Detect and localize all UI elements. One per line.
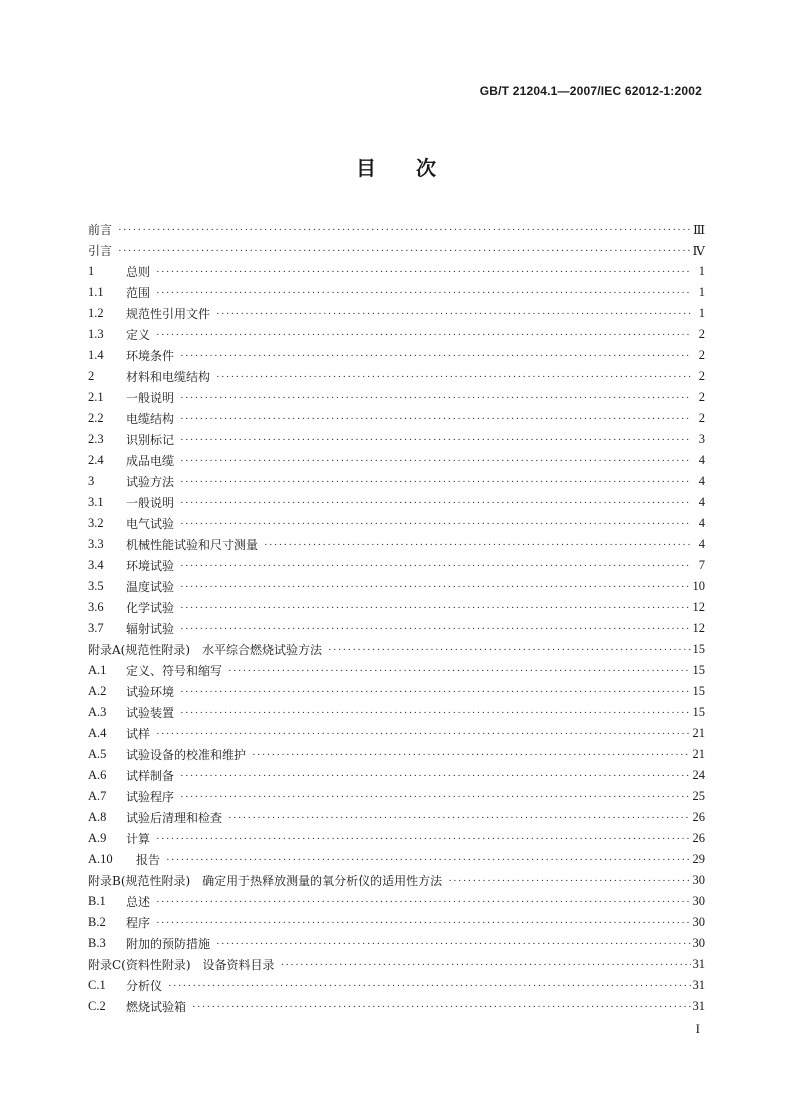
toc-entry-label: 试验装置 [126, 706, 175, 720]
dot-leader [180, 476, 691, 488]
toc-entry[interactable] [88, 912, 705, 933]
toc-entry-number: C.1 [88, 978, 106, 992]
dot-leader [264, 539, 691, 551]
toc-entry-label: 燃烧试验箱 [126, 1000, 187, 1014]
toc-entry-label: 总则 [126, 265, 151, 279]
toc-entry-label: 分析仪 [126, 979, 163, 993]
toc-entry-page: 7 [698, 558, 705, 572]
toc-entry[interactable] [88, 387, 705, 408]
toc-entry-label: 附录C(资料性附录) 设备资料目录 [88, 958, 275, 972]
toc-entry[interactable] [88, 933, 705, 954]
toc-entry[interactable] [88, 849, 705, 870]
dot-leader [180, 455, 691, 467]
toc-entry-number: 2.1 [88, 390, 104, 404]
toc-entry[interactable] [88, 702, 705, 723]
toc-entry-page: 26 [692, 810, 705, 824]
toc-entry-number: A.6 [88, 768, 107, 782]
toc-entry-label: 试验程序 [126, 790, 175, 804]
toc-entry-page: 30 [692, 915, 705, 929]
toc-entry-page: 21 [692, 747, 705, 761]
toc-entry-label: 试验环境 [126, 685, 175, 699]
toc-entry-number: C.2 [88, 999, 106, 1013]
dot-leader [180, 434, 691, 446]
toc-entry-label: 试样制备 [126, 769, 175, 783]
dot-leader [328, 644, 690, 656]
toc-entry[interactable] [88, 576, 705, 597]
toc-entry-page: 4 [698, 516, 705, 530]
toc-entry[interactable] [88, 807, 705, 828]
toc-entry-page: 10 [692, 579, 705, 593]
dot-leader [180, 686, 690, 698]
toc-entry[interactable] [88, 240, 705, 261]
toc-entry-number: A.1 [88, 663, 107, 677]
toc-entry[interactable] [88, 219, 705, 240]
toc-entry[interactable] [88, 345, 705, 366]
toc-entry-number: 1 [88, 264, 95, 278]
dot-leader [180, 581, 690, 593]
dot-leader [156, 728, 690, 740]
toc-entry-page: 31 [692, 999, 705, 1013]
toc-entry-page: 26 [692, 831, 705, 845]
toc-entry-label: 环境条件 [126, 349, 175, 363]
toc-entry-page: 30 [692, 936, 705, 950]
dot-leader [216, 938, 690, 950]
toc-entry-page: 4 [698, 495, 705, 509]
toc-entry[interactable] [88, 996, 705, 1017]
toc-entry-page: 15 [692, 642, 705, 656]
dot-leader [180, 560, 691, 572]
dot-leader [156, 287, 691, 299]
page-title: 目次 [356, 156, 476, 180]
toc-entry[interactable] [88, 660, 705, 681]
toc-entry-label: 电气试验 [126, 517, 175, 531]
toc-entry-page: 2 [698, 348, 705, 362]
dot-leader [180, 497, 691, 509]
toc-entry-page: 25 [692, 789, 705, 803]
toc-entry-page: 1 [698, 264, 705, 278]
toc-entry-label: 附加的预防措施 [126, 937, 211, 951]
toc-entry-number: 3.2 [88, 516, 104, 530]
toc-entry-label: 环境试验 [126, 559, 175, 573]
toc-entry-label: 总述 [126, 895, 151, 909]
toc-entry-page: 3 [698, 432, 705, 446]
toc-entry-page: 15 [692, 663, 705, 677]
toc-entry-number: 1.3 [88, 327, 104, 341]
toc-entry[interactable] [88, 891, 705, 912]
toc-entry-label: 试验方法 [126, 475, 175, 489]
dot-leader [180, 602, 690, 614]
toc-entry[interactable] [88, 954, 705, 975]
toc-entry-label: 材料和电缆结构 [126, 370, 211, 384]
toc-entry-label: 规范性引用文件 [126, 307, 211, 321]
toc-entry-page: 2 [698, 411, 705, 425]
toc-entry-label: 附录A(规范性附录) 水平综合燃烧试验方法 [88, 643, 323, 657]
toc-entry-number: 2 [88, 369, 95, 383]
toc-entry-label: 一般说明 [126, 496, 175, 510]
toc-entry-page: 29 [692, 852, 705, 866]
toc-entry-label: 成品电缆 [126, 454, 175, 468]
toc-entry-page: 15 [692, 705, 705, 719]
toc-entry-page: 12 [692, 621, 705, 635]
toc-entry-number: 1.4 [88, 348, 104, 362]
dot-leader [180, 518, 691, 530]
toc-entry-label: 辐射试验 [126, 622, 175, 636]
toc-entry[interactable] [88, 303, 705, 324]
toc-entry[interactable] [88, 597, 705, 618]
toc-entry[interactable] [88, 723, 705, 744]
dot-leader [448, 875, 690, 887]
toc-entry-page: 1 [698, 285, 705, 299]
toc-entry[interactable] [88, 261, 705, 282]
dot-leader [156, 266, 691, 278]
dot-leader [180, 413, 691, 425]
toc-entry-number: A.10 [88, 852, 113, 866]
toc-entry[interactable] [88, 618, 705, 639]
toc-entry-number: A.2 [88, 684, 107, 698]
dot-leader [192, 1001, 690, 1013]
dot-leader [180, 623, 690, 635]
standard-number: GB/T 21204.1—2007/IEC 62012-1:2002 [479, 84, 702, 98]
toc-entry-page: 30 [692, 894, 705, 908]
dot-leader [156, 833, 690, 845]
toc-entry-page: 1 [698, 306, 705, 320]
toc-entry-label: 试验后清理和检查 [126, 811, 223, 825]
toc-entry-number: A.5 [88, 747, 107, 761]
toc-entry-label: 化学试验 [126, 601, 175, 615]
toc-entry-number: 3.6 [88, 600, 104, 614]
dot-leader [180, 350, 691, 362]
toc-entry-number: 2.4 [88, 453, 104, 467]
toc-entry-page: 31 [692, 957, 705, 971]
toc-entry[interactable] [88, 534, 705, 555]
dot-leader [216, 371, 691, 383]
toc-entry-page: 24 [692, 768, 705, 782]
toc-entry-number: A.7 [88, 789, 107, 803]
dot-leader [156, 329, 691, 341]
toc-entry-label: 计算 [126, 832, 151, 846]
toc-entry-label: 附录B(规范性附录) 确定用于热释放测量的氧分析仪的适用性方法 [88, 874, 443, 888]
toc-entry-page: 4 [698, 474, 705, 488]
toc-entry-number: B.1 [88, 894, 106, 908]
toc-entry-label: 定义、符号和缩写 [126, 664, 223, 678]
dot-leader [168, 980, 690, 992]
toc-entry[interactable] [88, 744, 705, 765]
toc-entry-number: 3.1 [88, 495, 104, 509]
toc-entry[interactable] [88, 828, 705, 849]
toc-entry[interactable] [88, 324, 705, 345]
toc-entry[interactable] [88, 513, 705, 534]
dot-leader [156, 896, 690, 908]
toc-entry-label: 一般说明 [126, 391, 175, 405]
toc-entry-number: 3.3 [88, 537, 104, 551]
dot-leader [281, 959, 691, 971]
toc-entry-page: 4 [698, 453, 705, 467]
toc-entry-number: 3.7 [88, 621, 104, 635]
dot-leader [228, 812, 690, 824]
toc-entry[interactable] [88, 450, 705, 471]
dot-leader [228, 665, 690, 677]
toc-entry-label: 程序 [126, 916, 151, 930]
dot-leader [252, 749, 690, 761]
toc-entry[interactable] [88, 429, 705, 450]
dot-leader [166, 854, 690, 866]
toc-entry-number: 3.5 [88, 579, 104, 593]
toc-entry-number: A.8 [88, 810, 107, 824]
dot-leader [180, 392, 691, 404]
dot-leader [118, 245, 690, 257]
toc-entry-number: A.3 [88, 705, 107, 719]
toc-entry-number: A.9 [88, 831, 107, 845]
toc-entry[interactable] [88, 366, 705, 387]
dot-leader [180, 770, 690, 782]
toc-entry-label: 温度试验 [126, 580, 175, 594]
toc-entry-page: 12 [692, 600, 705, 614]
toc-entry-number: 1.1 [88, 285, 104, 299]
toc-entry[interactable] [88, 408, 705, 429]
toc-entry-page: 4 [698, 537, 705, 551]
toc-entry-number: 3.4 [88, 558, 104, 572]
toc-entry[interactable] [88, 786, 705, 807]
dot-leader [216, 308, 691, 320]
toc-entry-label: 试验设备的校准和维护 [126, 748, 247, 762]
dot-leader [118, 224, 691, 236]
toc-entry-page: Ⅲ [692, 222, 705, 237]
toc-entry-page: 2 [698, 327, 705, 341]
toc-entry[interactable] [88, 555, 705, 576]
toc-entry-number: B.2 [88, 915, 106, 929]
dot-leader [156, 917, 690, 929]
toc-entry-number: 1.2 [88, 306, 104, 320]
toc-entry-page: 15 [692, 684, 705, 698]
toc-entry-label: 引言 [88, 244, 113, 258]
toc-entry-number: 3 [88, 474, 95, 488]
toc-entry-label: 范围 [126, 286, 151, 300]
toc-entry-label: 报告 [136, 853, 161, 867]
toc-entry-label: 前言 [88, 223, 113, 237]
toc-entry-page: 31 [692, 978, 705, 992]
toc-entry-label: 机械性能试验和尺寸测量 [126, 538, 259, 552]
toc-entry-label: 定义 [126, 328, 151, 342]
toc-entry-page: 30 [692, 873, 705, 887]
toc-entry[interactable] [88, 765, 705, 786]
toc-entry[interactable] [88, 282, 705, 303]
dot-leader [180, 707, 690, 719]
toc-entry[interactable] [88, 870, 705, 891]
page-number: I [695, 1021, 700, 1036]
toc-entry[interactable] [88, 639, 705, 660]
dot-leader [180, 791, 690, 803]
toc-entry-number: A.4 [88, 726, 107, 740]
toc-entry-number: 2.2 [88, 411, 104, 425]
toc-entry-page: 2 [698, 390, 705, 404]
toc-entry-label: 试样 [126, 727, 151, 741]
toc-entry[interactable] [88, 492, 705, 513]
toc-entry-number: B.3 [88, 936, 106, 950]
toc-entry[interactable] [88, 681, 705, 702]
toc-entry-page: Ⅳ [692, 243, 705, 258]
toc-entry-label: 识别标记 [126, 433, 175, 447]
table-of-contents [88, 219, 705, 1017]
toc-entry-number: 2.3 [88, 432, 104, 446]
toc-entry[interactable] [88, 975, 705, 996]
toc-entry-page: 21 [692, 726, 705, 740]
toc-entry[interactable] [88, 471, 705, 492]
toc-entry-label: 电缆结构 [126, 412, 175, 426]
toc-entry-page: 2 [698, 369, 705, 383]
